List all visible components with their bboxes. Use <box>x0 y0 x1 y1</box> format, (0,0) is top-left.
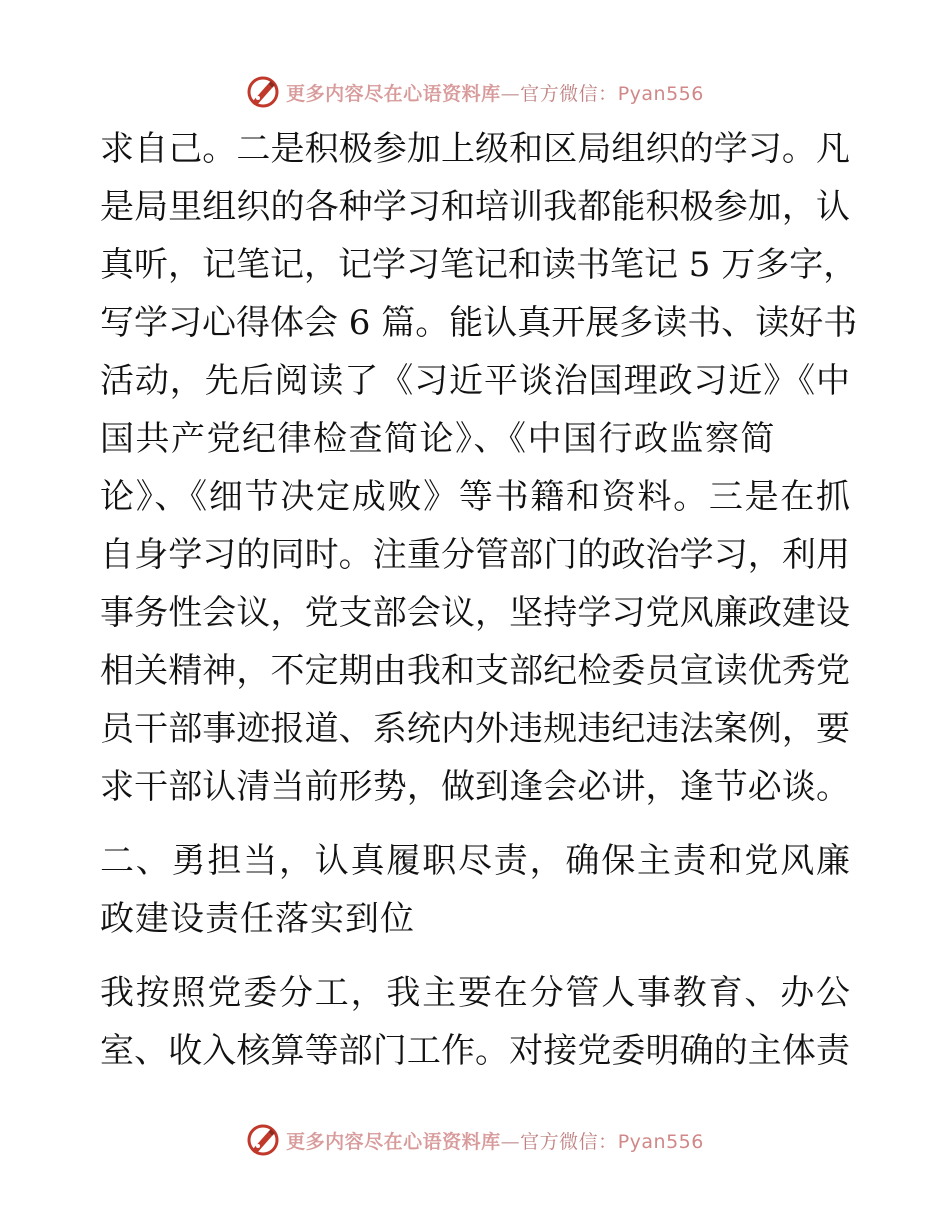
watermark-label: 官方微信： <box>520 1130 618 1153</box>
pen-logo-icon <box>246 1123 280 1157</box>
watermark-dash: — <box>500 82 521 105</box>
text-line: 自身学习的同时。注重分管部门的政治学习，利用 <box>100 535 850 575</box>
watermark-wechat-id: Pyan556 <box>617 1130 704 1153</box>
text-line: 室、收入核算等部门工作。对接党委明确的主体责 <box>100 1031 850 1071</box>
heading-line: 二、勇担当，认真履职尽责，确保主责和党风廉 <box>100 841 850 881</box>
heading-line: 政建设责任落实到位 <box>100 899 415 939</box>
header-watermark <box>0 72 950 112</box>
text-line: 求干部认清当前形势，做到逢会必讲，逢节必谈。 <box>100 767 850 807</box>
text-line: 相关精神，不定期由我和支部纪检委员宣读优秀党 <box>100 651 850 691</box>
text-line: 国共产党纪律检查简论》、《中国行政监察简 <box>100 419 776 459</box>
text-line: 论》、《细节决定成败》等书籍和资料。三是在抓 <box>100 477 850 517</box>
watermark-wechat-id: Pyan556 <box>617 82 704 105</box>
watermark-dash: — <box>500 1130 521 1153</box>
watermark-main-text: 更多内容尽在心语资料库 <box>286 82 501 105</box>
footer-watermark <box>0 1120 950 1160</box>
text-line: 真听，记笔记，记学习笔记和读书笔记 5 万多字， <box>100 245 858 285</box>
text-line: 事务性会议，党支部会议，坚持学习党风廉政建设 <box>100 593 850 633</box>
text-line: 写学习心得体会 6 篇。能认真开展多读书、读好书 <box>100 303 858 343</box>
watermark-main-text: 更多内容尽在心语资料库 <box>286 1130 501 1153</box>
watermark-label: 官方微信： <box>520 82 618 105</box>
pen-logo-icon <box>246 75 280 109</box>
text-line: 我按照党委分工，我主要在分管人事教育、办公 <box>100 973 850 1013</box>
text-line: 员干部事迹报道、系统内外违规违纪违法案例，要 <box>100 709 850 749</box>
text-line: 求自己。二是积极参加上级和区局组织的学习。凡 <box>100 129 850 169</box>
text-line: 是局里组织的各种学习和培训我都能积极参加，认 <box>100 187 850 227</box>
text-line: 活动，先后阅读了《习近平谈治国理政习近》《中 <box>100 361 850 401</box>
